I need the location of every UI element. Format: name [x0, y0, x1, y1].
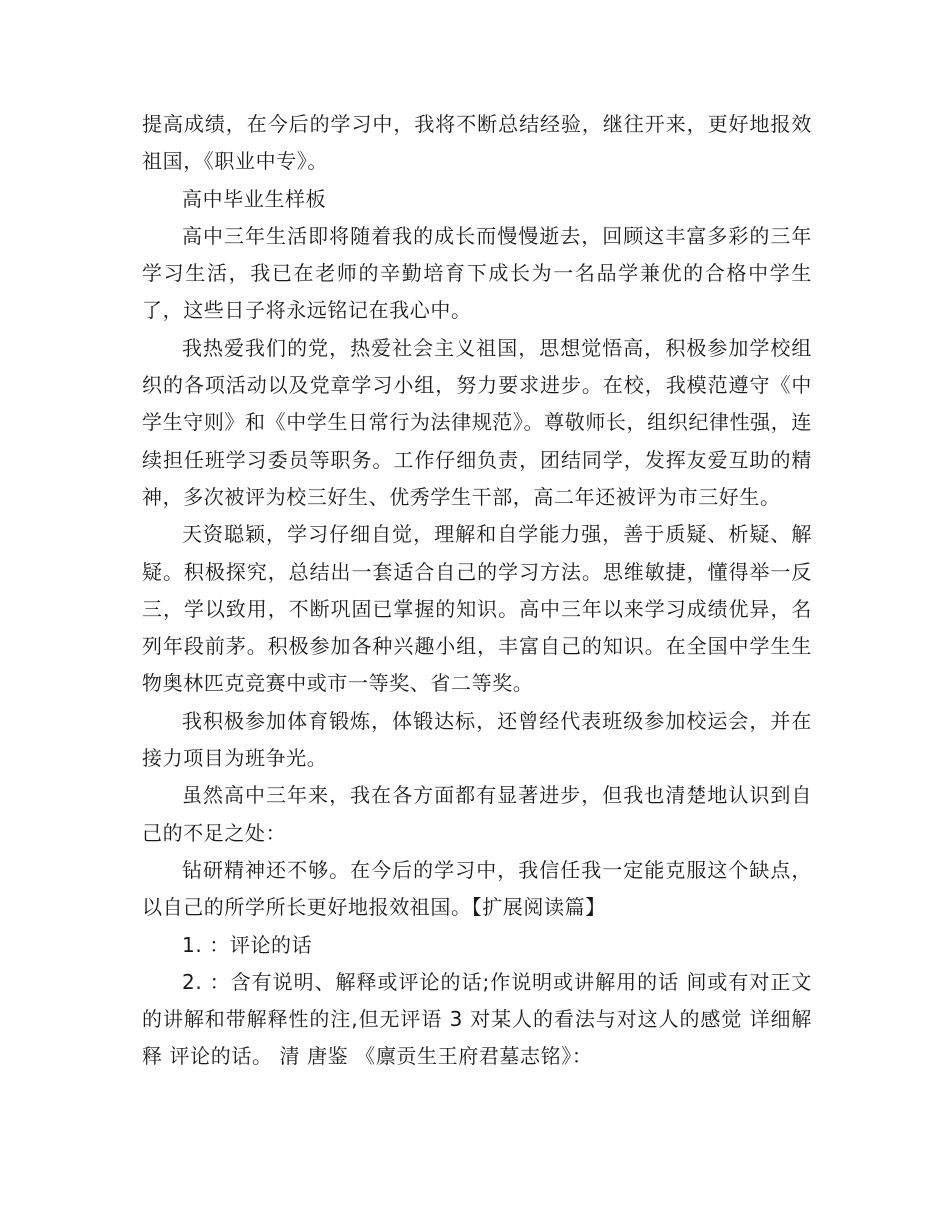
paragraph: 我积极参加体育锻炼，体锻达标，还曾经代表班级参加校运会，并在接力项目为班争光。: [142, 708, 812, 771]
paragraph: 钻研精神还不够。在今后的学习中，我信任我一定能克服这个缺点，以自己的所学所长更好地报效祖国。【扩展阅读篇】: [142, 857, 812, 920]
paragraph: 高中三年生活即将随着我的成长而慢慢逝去，回顾这丰富多彩的三年学习生活，我已在老师的辛勤培育下成长为一名品学兼优的合格中学生了，这些日子将永远铭记在我心中。: [142, 223, 812, 323]
paragraph: 天资聪颖，学习仔细自觉，理解和自学能力强，善于质疑、析疑、解疑。积极探究，总结出一套适合自己的学习方法。思维敏捷，懂得举一反三，学以致用，不断巩固已掌握的知识。高中三年以来学习成绩优异，名列年段前茅。积极参加各种兴趣小组，丰富自己的知识。在全国中学生生物奥林匹克竞赛中或市一等奖、省二等奖。: [142, 522, 812, 696]
paragraph: 我热爱我们的党，热爱社会主义祖国，思想觉悟高，积极参加学校组织的各项活动以及党章学习小组，努力要求进步。在校，我模范遵守《中学生守则》和《中学生日常行为法律规范》。尊敬师长，组织纪律性强，连续担任班学习委员等职务。工作仔细负责，团结同学，发挥友爱互助的精神，多次被评为校三好生、优秀学生干部，高二年还被评为市三好生。: [142, 335, 812, 509]
list-item: 2. ：含有说明、解释或评论的话;作说明或讲解用的话 间或有对正文的讲解和带解释性的注,但无评语 3 对某人的看法与对这人的感觉 详细解释 评论的话。 清 唐鉴 《廪贡生王府君墓志铭》：: [142, 969, 812, 1069]
document-body: [142, 106, 812, 1076]
paragraph-continuation: 提高成绩，在今后的学习中，我将不断总结经验，继往开来，更好地报效祖国，《职业中专》。: [142, 112, 812, 174]
section-heading: 高中毕业生样板: [182, 186, 327, 211]
paragraph: 虽然高中三年来，我在各方面都有显著进步，但我也清楚地认识到自己的不足之处：: [142, 783, 812, 845]
list-item: 1. ：评论的话: [182, 932, 313, 957]
